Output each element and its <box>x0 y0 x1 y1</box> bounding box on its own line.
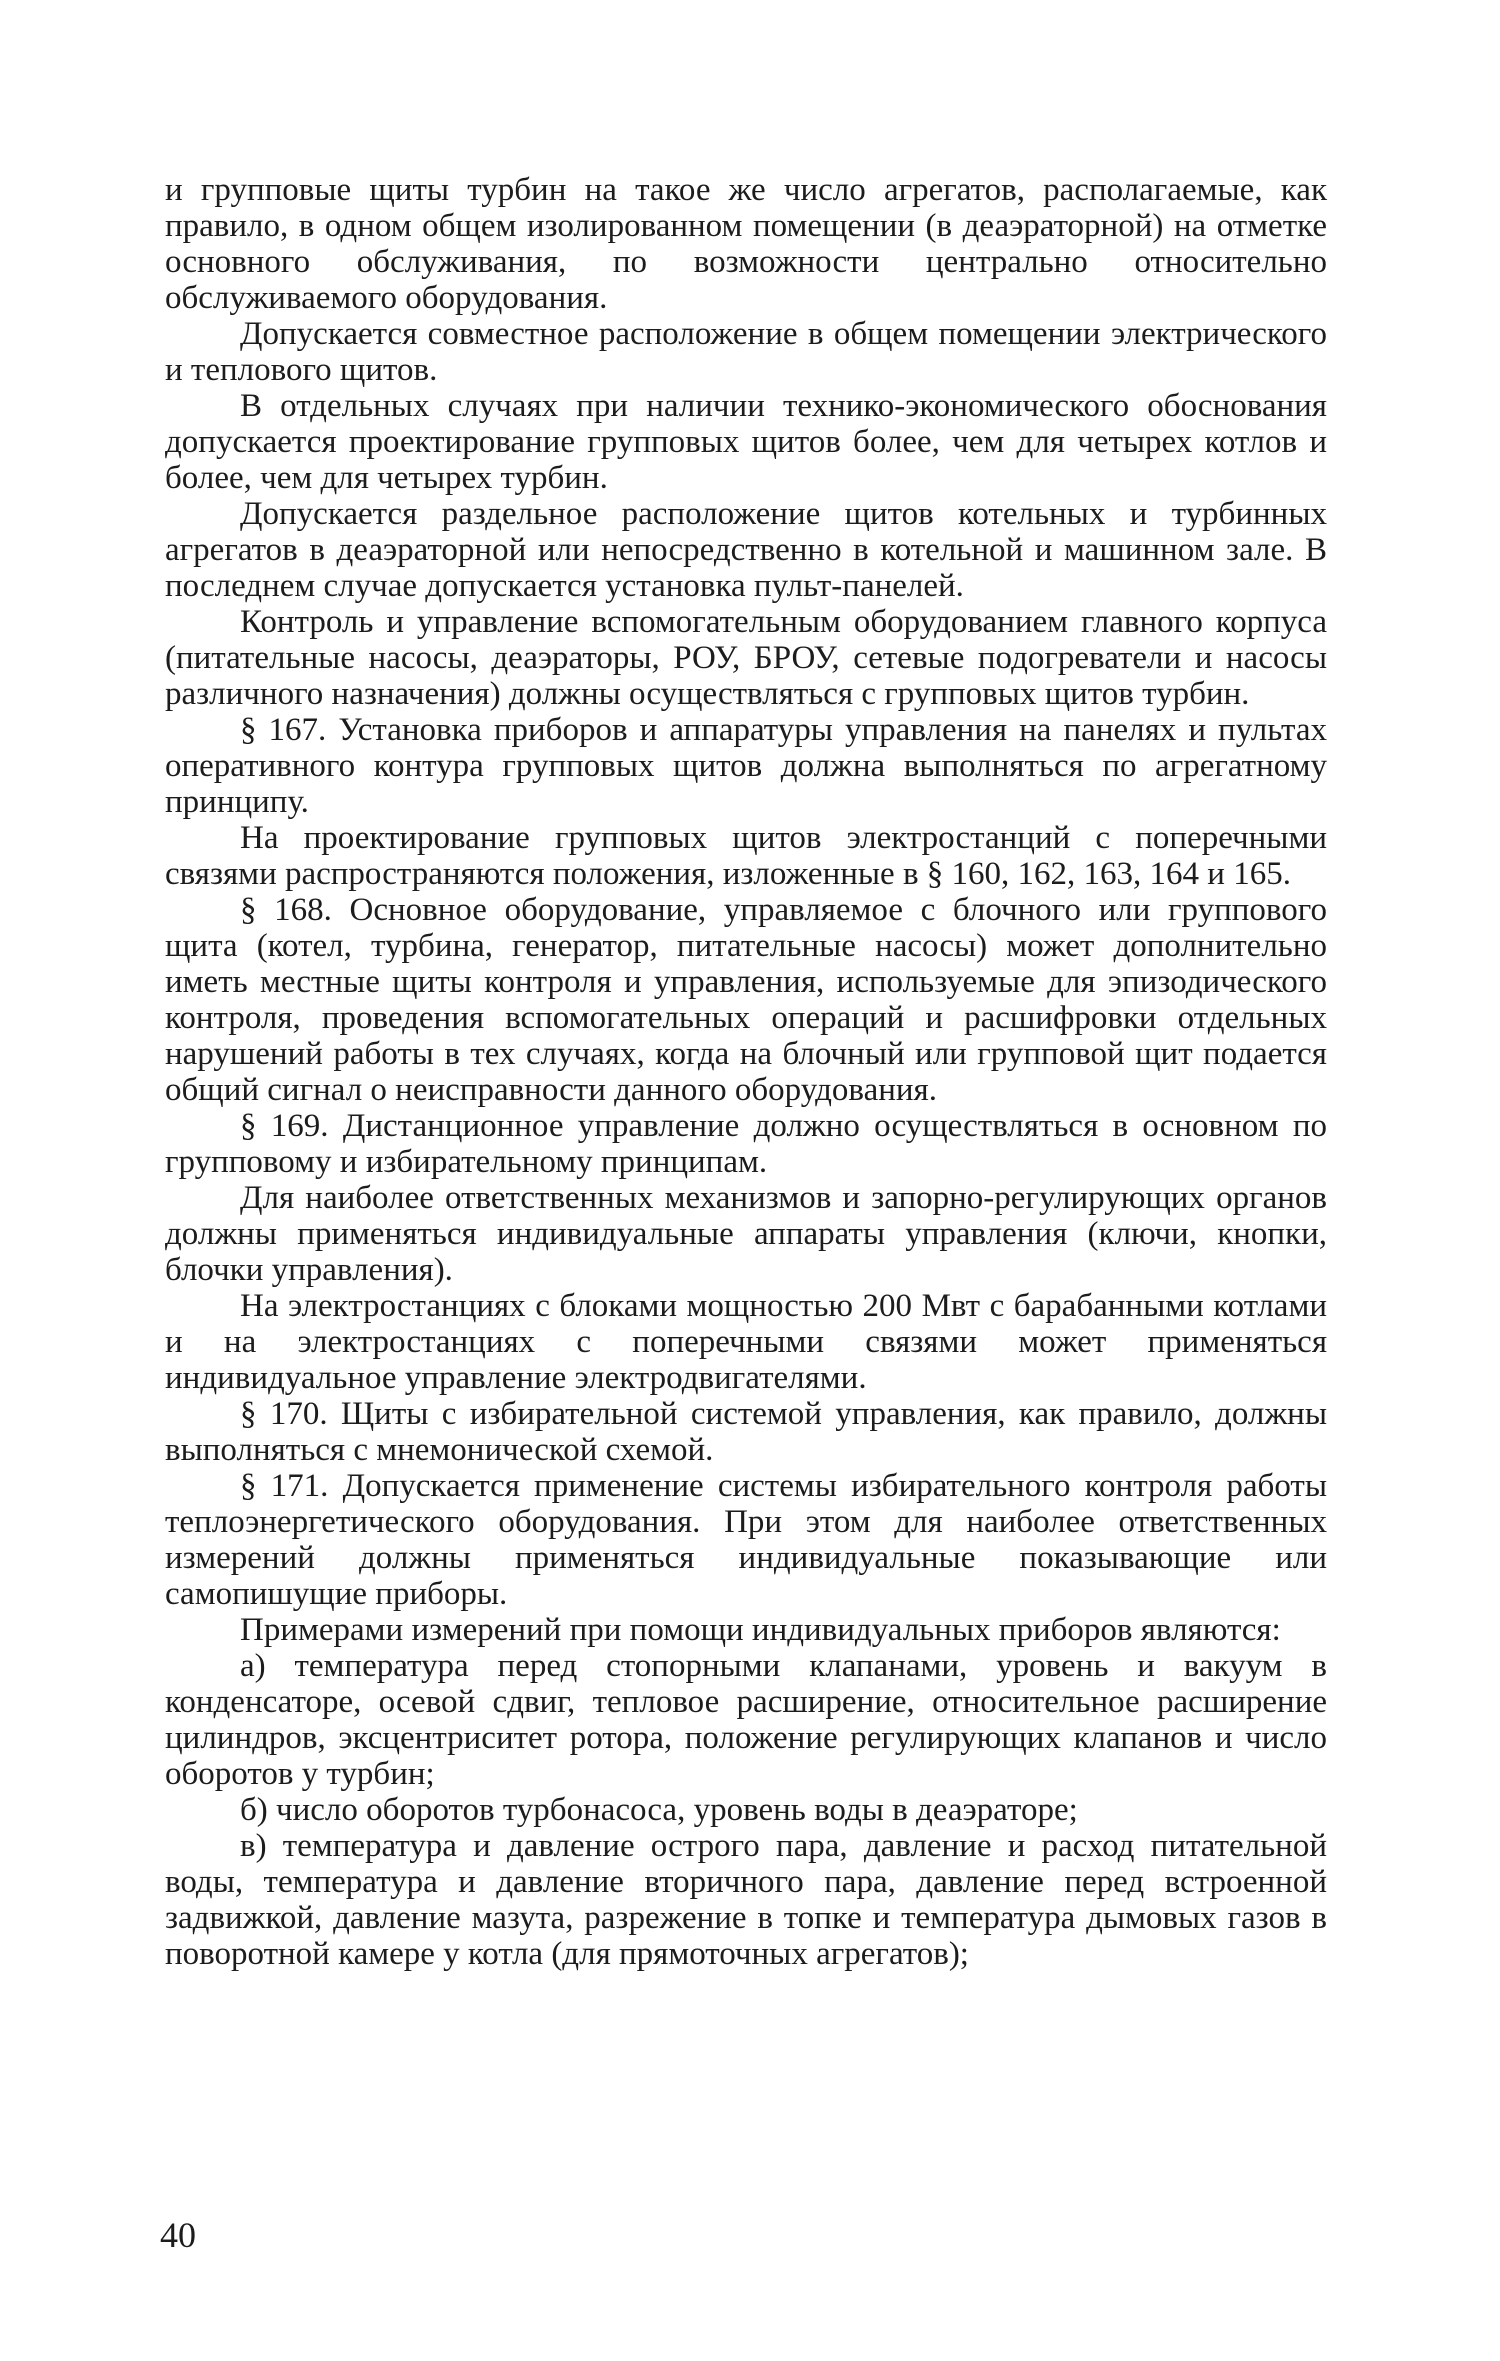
list-item-b: б) число оборотов турбонасоса, уровень воды в деаэраторе; <box>240 1792 1078 1828</box>
paragraph: Допускается раздельное расположение щитов котельных и турбинных агрегатов в деаэраторной или непосредственно в котельной и машинном зале. В последнем случае допускается установка пульт-панелей. <box>165 496 1327 604</box>
section-171-paragraph: § 171. Допускается применение системы избирательного контроля работы теплоэнергетического оборудования. При этом для наиболее ответственных измерений должны применяться индивидуальные показывающие или самопишущие приборы. <box>165 1468 1327 1612</box>
body-text <box>165 172 1327 1972</box>
paragraph: Примерами измерений при помощи индивидуальных приборов являются: <box>240 1612 1281 1648</box>
section-168-paragraph: § 168. Основное оборудование, управляемое с блочного или группового щита (котел, турбина, генератор, питательные насосы) может дополнительно иметь местные щиты контроля и управления, используемые для эпизодического контроля, проведения вспомогательных операций и расшифровки отдельных нарушений работы в тех случаях, когда на блочный или групповой щит подается общий сигнал о неисправности данного оборудования. <box>165 892 1327 1108</box>
list-item-a: а) температура перед стопорными клапанами, уровень и вакуум в конденсаторе, осевой сдвиг, тепловое расширение, относительное расширение цилиндров, эксцентриситет ротора, положение регулирующих клапанов и число оборотов у турбин; <box>165 1648 1327 1792</box>
paragraph: На проектирование групповых щитов электростанций с поперечными связями распространяются положения, изложенные в § 160, 162, 163, 164 и 165. <box>165 820 1327 892</box>
section-169-paragraph: § 169. Дистанционное управление должно осуществляться в основном по групповому и избирательному принципам. <box>165 1108 1327 1180</box>
list-item-c: в) температура и давление острого пара, давление и расход питательной воды, температура и давление вторичного пара, давление перед встроенной задвижкой, давление мазута, разрежение в топке и температура дымовых газов в поворотной камере у котла (для прямоточных агрегатов); <box>165 1828 1327 1972</box>
paragraph: Для наиболее ответственных механизмов и запорно-регулирующих органов должны применяться индивидуальные аппараты управления (ключи, кнопки, блочки управления). <box>165 1180 1327 1288</box>
paragraph: Контроль и управление вспомогательным оборудованием главного корпуса (питательные насосы, деаэраторы, РОУ, БРОУ, сетевые подогреватели и насосы различного назначения) должны осуществляться с групповых щитов турбин. <box>165 604 1327 712</box>
paragraph: и групповые щиты турбин на такое же число агрегатов, располагаемые, как правило, в одном общем изолированном помещении (в деаэраторной) на отметке основного обслуживания, по возможности центрально относительно обслуживаемого оборудования. <box>165 172 1327 316</box>
section-167-paragraph: § 167. Установка приборов и аппаратуры управления на панелях и пультах оперативного контура групповых щитов должна выполняться по агрегатному принципу. <box>165 712 1327 820</box>
page-number: 40 <box>160 2215 196 2255</box>
paragraph: В отдельных случаях при наличии технико-экономического обоснования допускается проектирование групповых щитов более, чем для четырех котлов и более, чем для четырех турбин. <box>165 388 1327 496</box>
paragraph: На электростанциях с блоками мощностью 200 Мвт с барабанными котлами и на электростанциях с поперечными связями может применяться индивидуальное управление электродвигателями. <box>165 1288 1327 1396</box>
paragraph: Допускается совместное расположение в общем помещении электрического и теплового щитов. <box>165 316 1327 388</box>
section-170-paragraph: § 170. Щиты с избирательной системой управления, как правило, должны выполняться с мнемонической схемой. <box>165 1396 1327 1468</box>
